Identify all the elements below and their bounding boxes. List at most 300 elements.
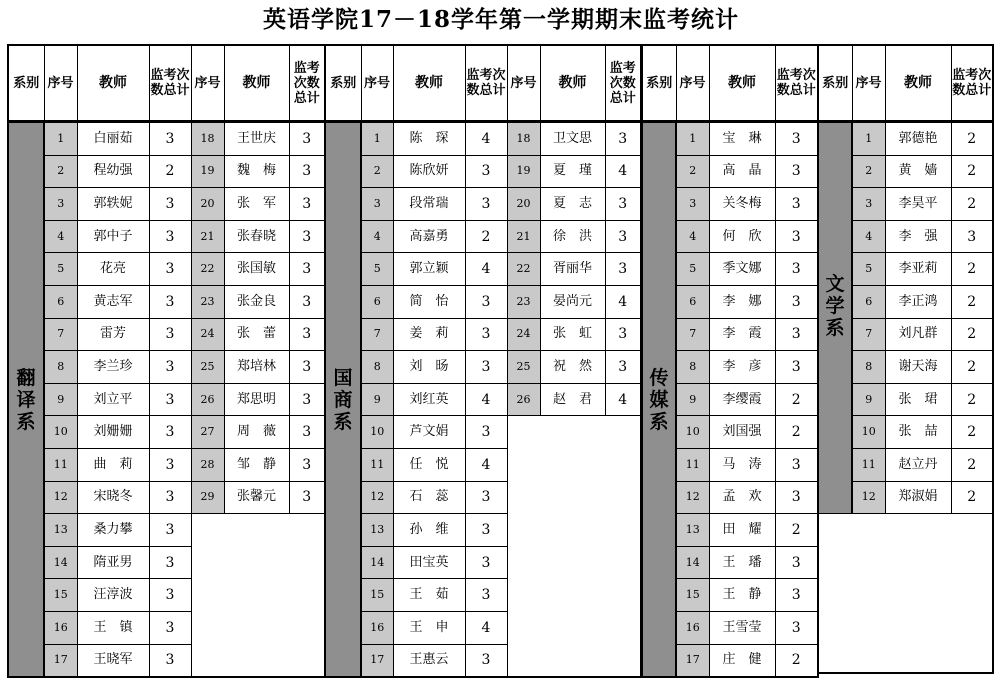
department-label: 国商系	[333, 366, 353, 433]
row-index: 3	[44, 188, 77, 221]
teacher-name: 白丽茹	[77, 122, 149, 156]
header-count: 监考次数总计	[775, 45, 818, 122]
table-row	[818, 609, 993, 641]
table-row	[8, 448, 325, 481]
teacher-name: 黄志军	[77, 285, 149, 318]
row-index: 4	[852, 220, 885, 253]
proctor-count: 2	[775, 514, 818, 547]
proctor-count: 3	[149, 546, 191, 579]
empty-cell	[289, 611, 325, 644]
empty-cell	[289, 514, 325, 547]
department-name	[818, 122, 852, 514]
header-teacher: 教师	[540, 45, 605, 122]
row-index: 13	[361, 514, 393, 547]
proctor-count: 3	[149, 253, 191, 286]
row-index: 3	[852, 188, 885, 221]
empty-cell	[605, 514, 641, 547]
empty-cell	[540, 514, 605, 547]
teacher-name: 李 彦	[709, 351, 775, 384]
table-row	[325, 155, 641, 188]
proctor-count: 3	[775, 579, 818, 612]
teacher-name: 胥丽华	[540, 253, 605, 286]
row-index: 1	[676, 122, 709, 156]
row-index: 3	[361, 188, 393, 221]
teacher-name: 王雪莹	[709, 611, 775, 644]
table-row	[325, 611, 641, 644]
teacher-name: 魏 梅	[224, 155, 289, 188]
teacher-name: 何 欣	[709, 220, 775, 253]
table-row	[8, 351, 325, 384]
row-index: 22	[191, 253, 224, 286]
proctor-count: 3	[465, 546, 507, 579]
table-row	[325, 383, 641, 416]
row-index: 7	[676, 318, 709, 351]
teacher-name: 张 蕾	[224, 318, 289, 351]
row-index: 18	[191, 122, 224, 156]
proctor-count: 3	[289, 416, 325, 449]
teacher-name: 庄 健	[709, 644, 775, 677]
empty-cell	[818, 577, 852, 609]
teacher-name: 段常瑞	[393, 188, 465, 221]
proctor-count: 3	[775, 122, 818, 156]
proctor-count: 3	[149, 644, 191, 677]
table-row	[8, 188, 325, 221]
empty-cell	[605, 448, 641, 481]
proctor-count: 4	[605, 285, 641, 318]
proctor-count: 3	[605, 318, 641, 351]
row-index: 23	[507, 285, 540, 318]
row-index: 17	[44, 644, 77, 677]
teacher-name: 孟 欢	[709, 481, 775, 514]
header-teacher: 教师	[709, 45, 775, 122]
proctor-count: 3	[149, 416, 191, 449]
header-count: 监考次数总计	[289, 45, 325, 122]
empty-cell	[852, 577, 885, 609]
teacher-name: 夏 瑾	[540, 155, 605, 188]
teacher-name: 宋晓冬	[77, 481, 149, 514]
table-row	[8, 514, 325, 547]
proctor-count: 3	[775, 351, 818, 384]
proctor-count: 3	[775, 318, 818, 351]
header-dept: 系别	[325, 45, 361, 122]
row-index: 3	[676, 188, 709, 221]
row-index: 25	[507, 351, 540, 384]
proctor-count: 3	[775, 220, 818, 253]
teacher-name: 李缨霞	[709, 383, 775, 416]
row-index: 23	[191, 285, 224, 318]
table-row	[325, 579, 641, 612]
proctor-count: 2	[775, 644, 818, 677]
row-index: 11	[676, 448, 709, 481]
teacher-name: 李亚莉	[885, 253, 951, 286]
row-index: 18	[507, 122, 540, 156]
proctor-count: 3	[149, 285, 191, 318]
empty-cell	[605, 481, 641, 514]
teacher-name: 郭立颖	[393, 253, 465, 286]
empty-cell	[540, 611, 605, 644]
teacher-name: 张 虹	[540, 318, 605, 351]
row-index: 12	[44, 481, 77, 514]
literature-dept-table	[817, 44, 994, 674]
proctor-count: 2	[951, 188, 993, 221]
row-index: 15	[361, 579, 393, 612]
teacher-name: 雷芳	[77, 318, 149, 351]
header-count: 监考次数总计	[465, 45, 507, 122]
proctor-count: 3	[289, 448, 325, 481]
teacher-name: 刘红英	[393, 383, 465, 416]
teacher-name: 王惠云	[393, 644, 465, 677]
empty-cell	[818, 514, 852, 546]
proctor-count: 2	[775, 416, 818, 449]
header-count: 监考次数总计	[149, 45, 191, 122]
proctor-count: 3	[465, 644, 507, 677]
teacher-name: 王 镇	[77, 611, 149, 644]
teacher-name: 晏尚元	[540, 285, 605, 318]
empty-cell	[951, 609, 993, 641]
table-row	[8, 220, 325, 253]
empty-cell	[540, 416, 605, 449]
proctor-count: 3	[465, 514, 507, 547]
teacher-name: 高 晶	[709, 155, 775, 188]
department-label: 翻译系	[16, 366, 36, 433]
teacher-name: 隋亚男	[77, 546, 149, 579]
table-row	[8, 644, 325, 677]
row-index: 2	[44, 155, 77, 188]
teacher-name: 郭中子	[77, 220, 149, 253]
teacher-name: 汪淳波	[77, 579, 149, 612]
empty-cell	[885, 577, 951, 609]
row-index: 17	[676, 644, 709, 677]
teacher-name: 高嘉勇	[393, 220, 465, 253]
proctor-count: 3	[289, 122, 325, 156]
teacher-name: 任 悦	[393, 448, 465, 481]
teacher-name: 郭德艳	[885, 122, 951, 156]
row-index: 24	[191, 318, 224, 351]
teacher-name: 王 茹	[393, 579, 465, 612]
header-teacher: 教师	[224, 45, 289, 122]
proctor-count: 3	[465, 285, 507, 318]
proctor-count: 3	[149, 383, 191, 416]
proctor-count: 2	[951, 448, 993, 481]
table-row	[818, 577, 993, 609]
proctor-count: 3	[465, 416, 507, 449]
row-index: 6	[676, 285, 709, 318]
teacher-name: 田宝英	[393, 546, 465, 579]
row-index: 11	[361, 448, 393, 481]
header-teacher: 教师	[885, 45, 951, 122]
proctor-count: 3	[605, 220, 641, 253]
header-teacher: 教师	[393, 45, 465, 122]
proctor-count: 2	[775, 383, 818, 416]
row-index: 10	[44, 416, 77, 449]
empty-cell	[540, 448, 605, 481]
proctor-count: 3	[289, 155, 325, 188]
row-index: 29	[191, 481, 224, 514]
proctor-count: 2	[951, 253, 993, 286]
table-row	[8, 481, 325, 514]
header-idx: 序号	[676, 45, 709, 122]
teacher-name: 宝 琳	[709, 122, 775, 156]
row-index: 6	[361, 285, 393, 318]
table-row	[325, 481, 641, 514]
proctor-count: 3	[775, 253, 818, 286]
row-index: 5	[44, 253, 77, 286]
proctor-count: 3	[289, 481, 325, 514]
table-row	[325, 416, 641, 449]
empty-cell	[191, 644, 224, 677]
table-row	[325, 318, 641, 351]
row-index: 17	[361, 644, 393, 677]
empty-cell	[507, 448, 540, 481]
table-row	[8, 155, 325, 188]
table-row	[8, 318, 325, 351]
proctor-count: 3	[289, 383, 325, 416]
row-index: 12	[852, 481, 885, 514]
row-index: 5	[361, 253, 393, 286]
proctor-count: 3	[775, 448, 818, 481]
empty-cell	[605, 416, 641, 449]
row-index: 14	[361, 546, 393, 579]
empty-cell	[885, 546, 951, 578]
table-row	[818, 122, 993, 156]
teacher-name: 桑力攀	[77, 514, 149, 547]
row-index: 9	[676, 383, 709, 416]
header-dept: 系别	[818, 45, 852, 122]
proctor-count: 2	[149, 155, 191, 188]
table-row	[325, 220, 641, 253]
proctor-count: 3	[775, 481, 818, 514]
proctor-count: 3	[465, 481, 507, 514]
proctor-count: 3	[465, 155, 507, 188]
proctor-count: 3	[775, 285, 818, 318]
proctor-count: 2	[951, 383, 993, 416]
header-idx: 序号	[191, 45, 224, 122]
row-index: 8	[676, 351, 709, 384]
proctor-count: 3	[149, 318, 191, 351]
department-label: 文学系	[825, 273, 845, 339]
empty-cell	[507, 611, 540, 644]
row-index: 9	[852, 383, 885, 416]
table-row	[325, 351, 641, 384]
table-row	[818, 641, 993, 674]
empty-cell	[852, 546, 885, 578]
translation-dept-table	[7, 44, 326, 678]
row-index: 19	[191, 155, 224, 188]
teacher-name: 郭轶妮	[77, 188, 149, 221]
teacher-name: 刘 旸	[393, 351, 465, 384]
teacher-name: 邹 静	[224, 448, 289, 481]
empty-cell	[191, 514, 224, 547]
header-idx: 序号	[507, 45, 540, 122]
teacher-name: 郑思明	[224, 383, 289, 416]
teacher-name: 李 强	[885, 220, 951, 253]
header-teacher: 教师	[77, 45, 149, 122]
business-dept-table	[324, 44, 642, 678]
empty-cell	[507, 546, 540, 579]
row-index: 15	[676, 579, 709, 612]
proctor-count: 3	[289, 253, 325, 286]
table-row	[325, 122, 641, 156]
empty-cell	[818, 641, 852, 674]
header-dept: 系别	[642, 45, 676, 122]
teacher-name: 季文娜	[709, 253, 775, 286]
row-index: 10	[676, 416, 709, 449]
empty-cell	[540, 546, 605, 579]
teacher-name: 陈欣妍	[393, 155, 465, 188]
teacher-name: 黄 嫱	[885, 155, 951, 188]
row-index: 22	[507, 253, 540, 286]
proctor-count: 3	[149, 122, 191, 156]
row-index: 20	[507, 188, 540, 221]
row-index: 13	[676, 514, 709, 547]
row-index: 8	[361, 351, 393, 384]
teacher-name: 王晓军	[77, 644, 149, 677]
proctor-count: 3	[775, 546, 818, 579]
row-index: 14	[44, 546, 77, 579]
empty-cell	[852, 609, 885, 641]
empty-cell	[507, 416, 540, 449]
empty-cell	[951, 577, 993, 609]
row-index: 2	[361, 155, 393, 188]
row-index: 15	[44, 579, 77, 612]
proctor-count: 4	[465, 383, 507, 416]
row-index: 20	[191, 188, 224, 221]
teacher-name: 花亮	[77, 253, 149, 286]
header-idx: 序号	[852, 45, 885, 122]
row-index: 6	[852, 285, 885, 318]
proctor-count: 3	[289, 220, 325, 253]
empty-cell	[818, 609, 852, 641]
teacher-name: 张 珺	[885, 383, 951, 416]
row-index: 8	[44, 351, 77, 384]
row-index: 16	[676, 611, 709, 644]
teacher-name: 刘立平	[77, 383, 149, 416]
empty-cell	[191, 611, 224, 644]
row-index: 26	[507, 383, 540, 416]
proctor-count: 2	[951, 481, 993, 514]
row-index: 25	[191, 351, 224, 384]
row-index: 5	[852, 253, 885, 286]
row-index: 4	[361, 220, 393, 253]
teacher-name: 王 璠	[709, 546, 775, 579]
proctor-count: 2	[465, 220, 507, 253]
row-index: 7	[44, 318, 77, 351]
row-index: 12	[676, 481, 709, 514]
teacher-name: 祝 然	[540, 351, 605, 384]
header-count: 监考次数总计	[951, 45, 993, 122]
teacher-name: 张春晓	[224, 220, 289, 253]
table-row	[642, 122, 818, 156]
table-row	[818, 546, 993, 578]
table-row	[8, 285, 325, 318]
table-row	[8, 546, 325, 579]
teacher-name: 王 静	[709, 579, 775, 612]
empty-cell	[289, 579, 325, 612]
row-index: 4	[676, 220, 709, 253]
table-row	[325, 285, 641, 318]
teacher-name: 王世庆	[224, 122, 289, 156]
proctor-count: 3	[149, 188, 191, 221]
department-name	[8, 122, 44, 678]
teacher-name: 田 耀	[709, 514, 775, 547]
teacher-name: 赵 君	[540, 383, 605, 416]
teacher-name: 李正鸿	[885, 285, 951, 318]
proctor-count: 3	[465, 318, 507, 351]
row-index: 10	[361, 416, 393, 449]
empty-cell	[224, 644, 289, 677]
row-index: 28	[191, 448, 224, 481]
row-index: 8	[852, 351, 885, 384]
proctor-count: 3	[289, 351, 325, 384]
proctor-count: 3	[149, 611, 191, 644]
proctor-count: 2	[951, 155, 993, 188]
proctor-count: 3	[149, 220, 191, 253]
page-title: 英语学院17－18学年第一学期期末监考统计	[262, 6, 739, 33]
proctor-count: 4	[465, 611, 507, 644]
table-row	[8, 122, 325, 156]
teacher-name: 张 喆	[885, 416, 951, 449]
teacher-name: 刘姗姗	[77, 416, 149, 449]
row-index: 11	[852, 448, 885, 481]
header-count: 监考次数总计	[605, 45, 641, 122]
row-index: 12	[361, 481, 393, 514]
proctor-count: 3	[465, 351, 507, 384]
proctor-count: 2	[951, 285, 993, 318]
teacher-name: 张馨元	[224, 481, 289, 514]
proctor-count: 4	[465, 253, 507, 286]
teacher-name: 郑淑娟	[885, 481, 951, 514]
empty-cell	[885, 514, 951, 546]
empty-cell	[605, 611, 641, 644]
teacher-name: 张国敏	[224, 253, 289, 286]
empty-cell	[224, 579, 289, 612]
proctor-count: 3	[289, 285, 325, 318]
teacher-name: 刘国强	[709, 416, 775, 449]
table-row	[325, 448, 641, 481]
empty-cell	[191, 546, 224, 579]
proctor-count: 3	[605, 351, 641, 384]
empty-cell	[852, 641, 885, 674]
row-index: 7	[361, 318, 393, 351]
teacher-name: 谢天海	[885, 351, 951, 384]
department-name	[325, 122, 361, 678]
empty-cell	[224, 514, 289, 547]
row-index: 10	[852, 416, 885, 449]
empty-cell	[885, 641, 951, 674]
header-dept: 系别	[8, 45, 44, 122]
teacher-name: 李 霞	[709, 318, 775, 351]
teacher-name: 王 申	[393, 611, 465, 644]
empty-cell	[224, 611, 289, 644]
empty-cell	[507, 514, 540, 547]
teacher-name: 赵立丹	[885, 448, 951, 481]
teacher-name: 郑培林	[224, 351, 289, 384]
empty-cell	[540, 579, 605, 612]
teacher-name: 简 怡	[393, 285, 465, 318]
row-index: 9	[361, 383, 393, 416]
empty-cell	[951, 546, 993, 578]
row-index: 13	[44, 514, 77, 547]
proctor-count: 4	[465, 448, 507, 481]
empty-cell	[507, 481, 540, 514]
empty-cell	[507, 579, 540, 612]
empty-cell	[818, 546, 852, 578]
row-index: 16	[44, 611, 77, 644]
row-index: 2	[676, 155, 709, 188]
proctor-count: 4	[605, 383, 641, 416]
row-index: 4	[44, 220, 77, 253]
teacher-name: 刘凡群	[885, 318, 951, 351]
